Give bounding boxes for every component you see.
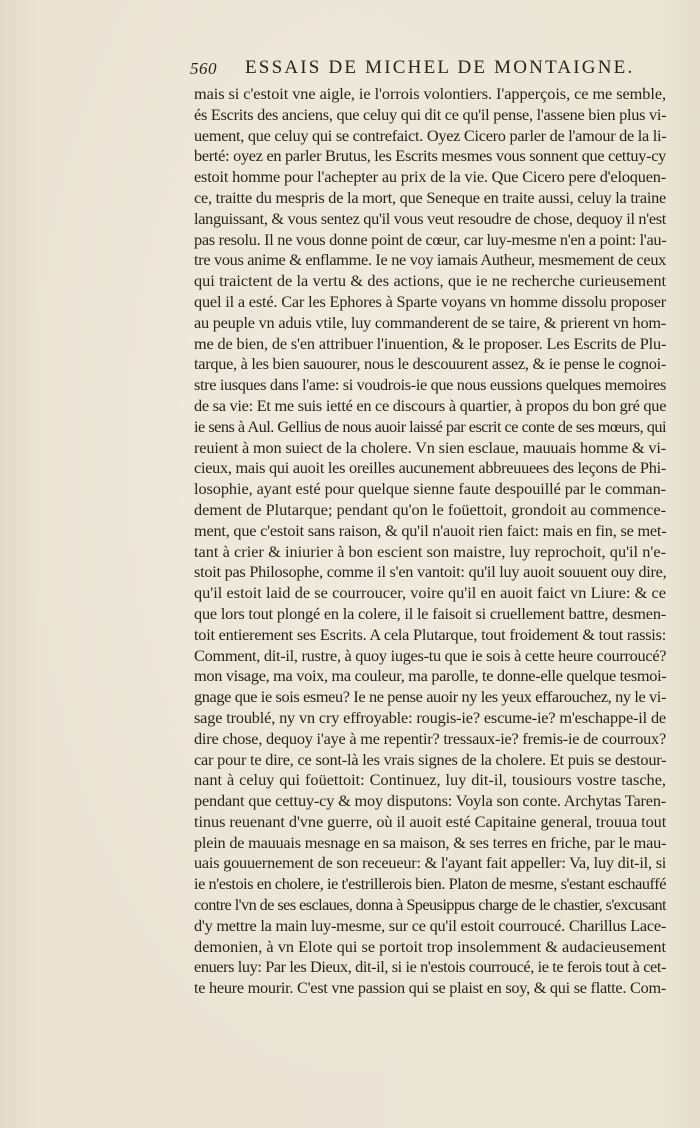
text-line: estoit homme pour l'achepter au prix de la vie. Que Cicero pere d'eloquen- bbox=[194, 167, 666, 187]
text-line: dire chose, dequoy i'aye à me repentir? tressaux-ie? fremis-ie de courroux? bbox=[194, 728, 666, 748]
text-line: Comment, dit-il, rustre, à quoy iuges-tu que ie sois à cette heure courroucé? bbox=[194, 645, 667, 665]
text-line: ment, que c'estoit sans raison, & qu'il n'auoit rien faict: mais en fin, se met- bbox=[194, 520, 667, 540]
text-line: plein de mauuais mesnage en sa maison, & ses terres en friche, par le mau- bbox=[194, 832, 667, 852]
text-line: contre l'vn de ses esclaues, donna à Speusippus charge de le chastier, s'excusant bbox=[194, 895, 666, 915]
text-line: demonien, à vn Elote qui se portoit trop insolemment & audacieusement bbox=[194, 936, 666, 956]
text-line: stoit pas Philosophe, comme il s'en vantoit: qu'il luy auoit souuent ouy dire, bbox=[194, 562, 667, 582]
text-line: ie n'estois en cholere, ie t'estrillerois bien. Platon de mesme, s'estant eschauffé bbox=[194, 874, 666, 894]
text-line: me de bien, de s'en attribuer l'inuention, & le proposer. Les Escrits de Plu- bbox=[194, 333, 667, 353]
text-line: qui traictent de la vertu & des actions, que ie ne recherche curieusement bbox=[194, 271, 666, 291]
text-line: mais si c'estoit vne aigle, ie l'orrois volontiers. I'apperçois, ce me semble, bbox=[194, 84, 666, 103]
text-line: tarque, à les bien sauourer, nous le descouurent assez, & ie pense le cognoi- bbox=[194, 354, 667, 374]
text-line: ie sens à Aul. Gellius de nous auoir laissé par escrit ce conte de ses mœurs, qui bbox=[194, 416, 666, 436]
text-line: pendant que cettuy-cy & moy disputons: Voyla son conte. Archytas Taren- bbox=[194, 791, 667, 811]
text-line: dement de Plutarque; pendant qu'on le foüettoit, grondoit au commence- bbox=[194, 499, 666, 519]
text-line: cieux, mais qui auoit les oreilles aucunement abbreuuees des leçons de Phi- bbox=[194, 458, 666, 478]
text-line: uais gouuernement de son receueur: & l'ayant fait appeller: Va, luy dit-il, si bbox=[194, 853, 667, 873]
running-title: ESSAIS DE MICHEL DE MONTAIGNE. bbox=[245, 57, 635, 78]
text-line: tre vous anime & enflamme. Ie ne voy iamais Autheur, mesmement de ceux bbox=[194, 250, 666, 270]
text-line: nant à celuy qui foüettoit: Continuez, luy dit-il, tousiours vostre tasche, bbox=[194, 770, 666, 790]
text-line: quel il a esté. Car les Ephores à Sparte voyans vn homme dissolu proposer bbox=[194, 291, 666, 311]
text-line: te heure mourir. C'est vne passion qui se plaist en soy, & qui se flatte. Com- bbox=[194, 978, 666, 998]
text-line: tinus reuenant d'vne guerre, où il auoit esté Capitaine general, trouua tout bbox=[194, 811, 667, 831]
text-line: gnage que ie sois esmeu? Ie ne pense auoir ny les yeux effarouchez, ny le vi- bbox=[194, 687, 666, 707]
text-line: mon visage, ma voix, ma couleur, ma parolle, te donne-elle quelque tesmoi- bbox=[194, 666, 667, 686]
text-line: toit entierement ses Escrits. A cela Plutarque, tout froidement & tout rassis: bbox=[194, 624, 666, 644]
text-line: sage troublé, ny vn cry effroyable: rougis-ie? escume-ie? m'eschappe-il de bbox=[194, 707, 666, 727]
text-line: qu'il estoit laid de se courroucer, voire qu'il en auoit faict vn Liure: & ce bbox=[194, 583, 666, 603]
text-line: stre iusques dans l'ame: si voudrois-ie que nous eussions quelques memoires bbox=[194, 375, 666, 395]
text-line: ce, traitte du mespris de la mort, que Seneque en traite aussi, celuy la traine bbox=[194, 187, 666, 207]
text-line: pas resolu. Il ne vous donne point de cœur, car luy-mesme n'en a point: l'au- bbox=[194, 229, 667, 249]
text-line: languissant, & vous sentez qu'il vous veut resoudre de chose, dequoy il n'est bbox=[194, 208, 667, 228]
text-line: d'y mettre la main luy-mesme, sur ce qu'il estoit courroucé. Charillus Lace- bbox=[194, 915, 667, 935]
text-line: és Escrits des anciens, que celuy qui dit ce qu'il pense, l'assene bien plus vi- bbox=[194, 104, 667, 124]
text-line: losophie, ayant esté pour quelque sienne faute despouillé par le comman- bbox=[194, 479, 666, 499]
page-header bbox=[190, 57, 650, 83]
page-number: 560 bbox=[190, 59, 217, 78]
body-text bbox=[194, 84, 666, 999]
text-line: enuers luy: Par les Dieux, dit-il, si ie n'estois courroucé, ie te ferois tout à cet- bbox=[194, 957, 666, 977]
text-line: que lors tout plongé en la colere, il le faisoit si cruellement battre, desmen- bbox=[194, 603, 666, 623]
text-line: berté: oyez en parler Brutus, les Escrits mesmes vous sonnent que cettuy-cy bbox=[194, 146, 666, 166]
text-line: reuient à mon suiect de la cholere. Vn sien esclaue, mauuais homme & vi- bbox=[194, 437, 667, 457]
text-line: car pour te dire, ce sont-là les vrais signes de la cholere. Et puis se destour- bbox=[194, 749, 667, 769]
text-line: tant à crier & iniurier à bon escient son maistre, luy reprochoit, qu'il n'e- bbox=[194, 541, 666, 561]
text-line: au peuple vn aduis vtile, luy commanderent de se taire, & prierent vn hom- bbox=[194, 312, 666, 332]
text-line: uement, que celuy qui se contrefaict. Oyez Cicero parler de l'amour de la li- bbox=[194, 125, 667, 145]
text-line: de sa vie: Et me suis ietté en ce discours à quartier, à propos du bon gré que bbox=[194, 395, 667, 415]
